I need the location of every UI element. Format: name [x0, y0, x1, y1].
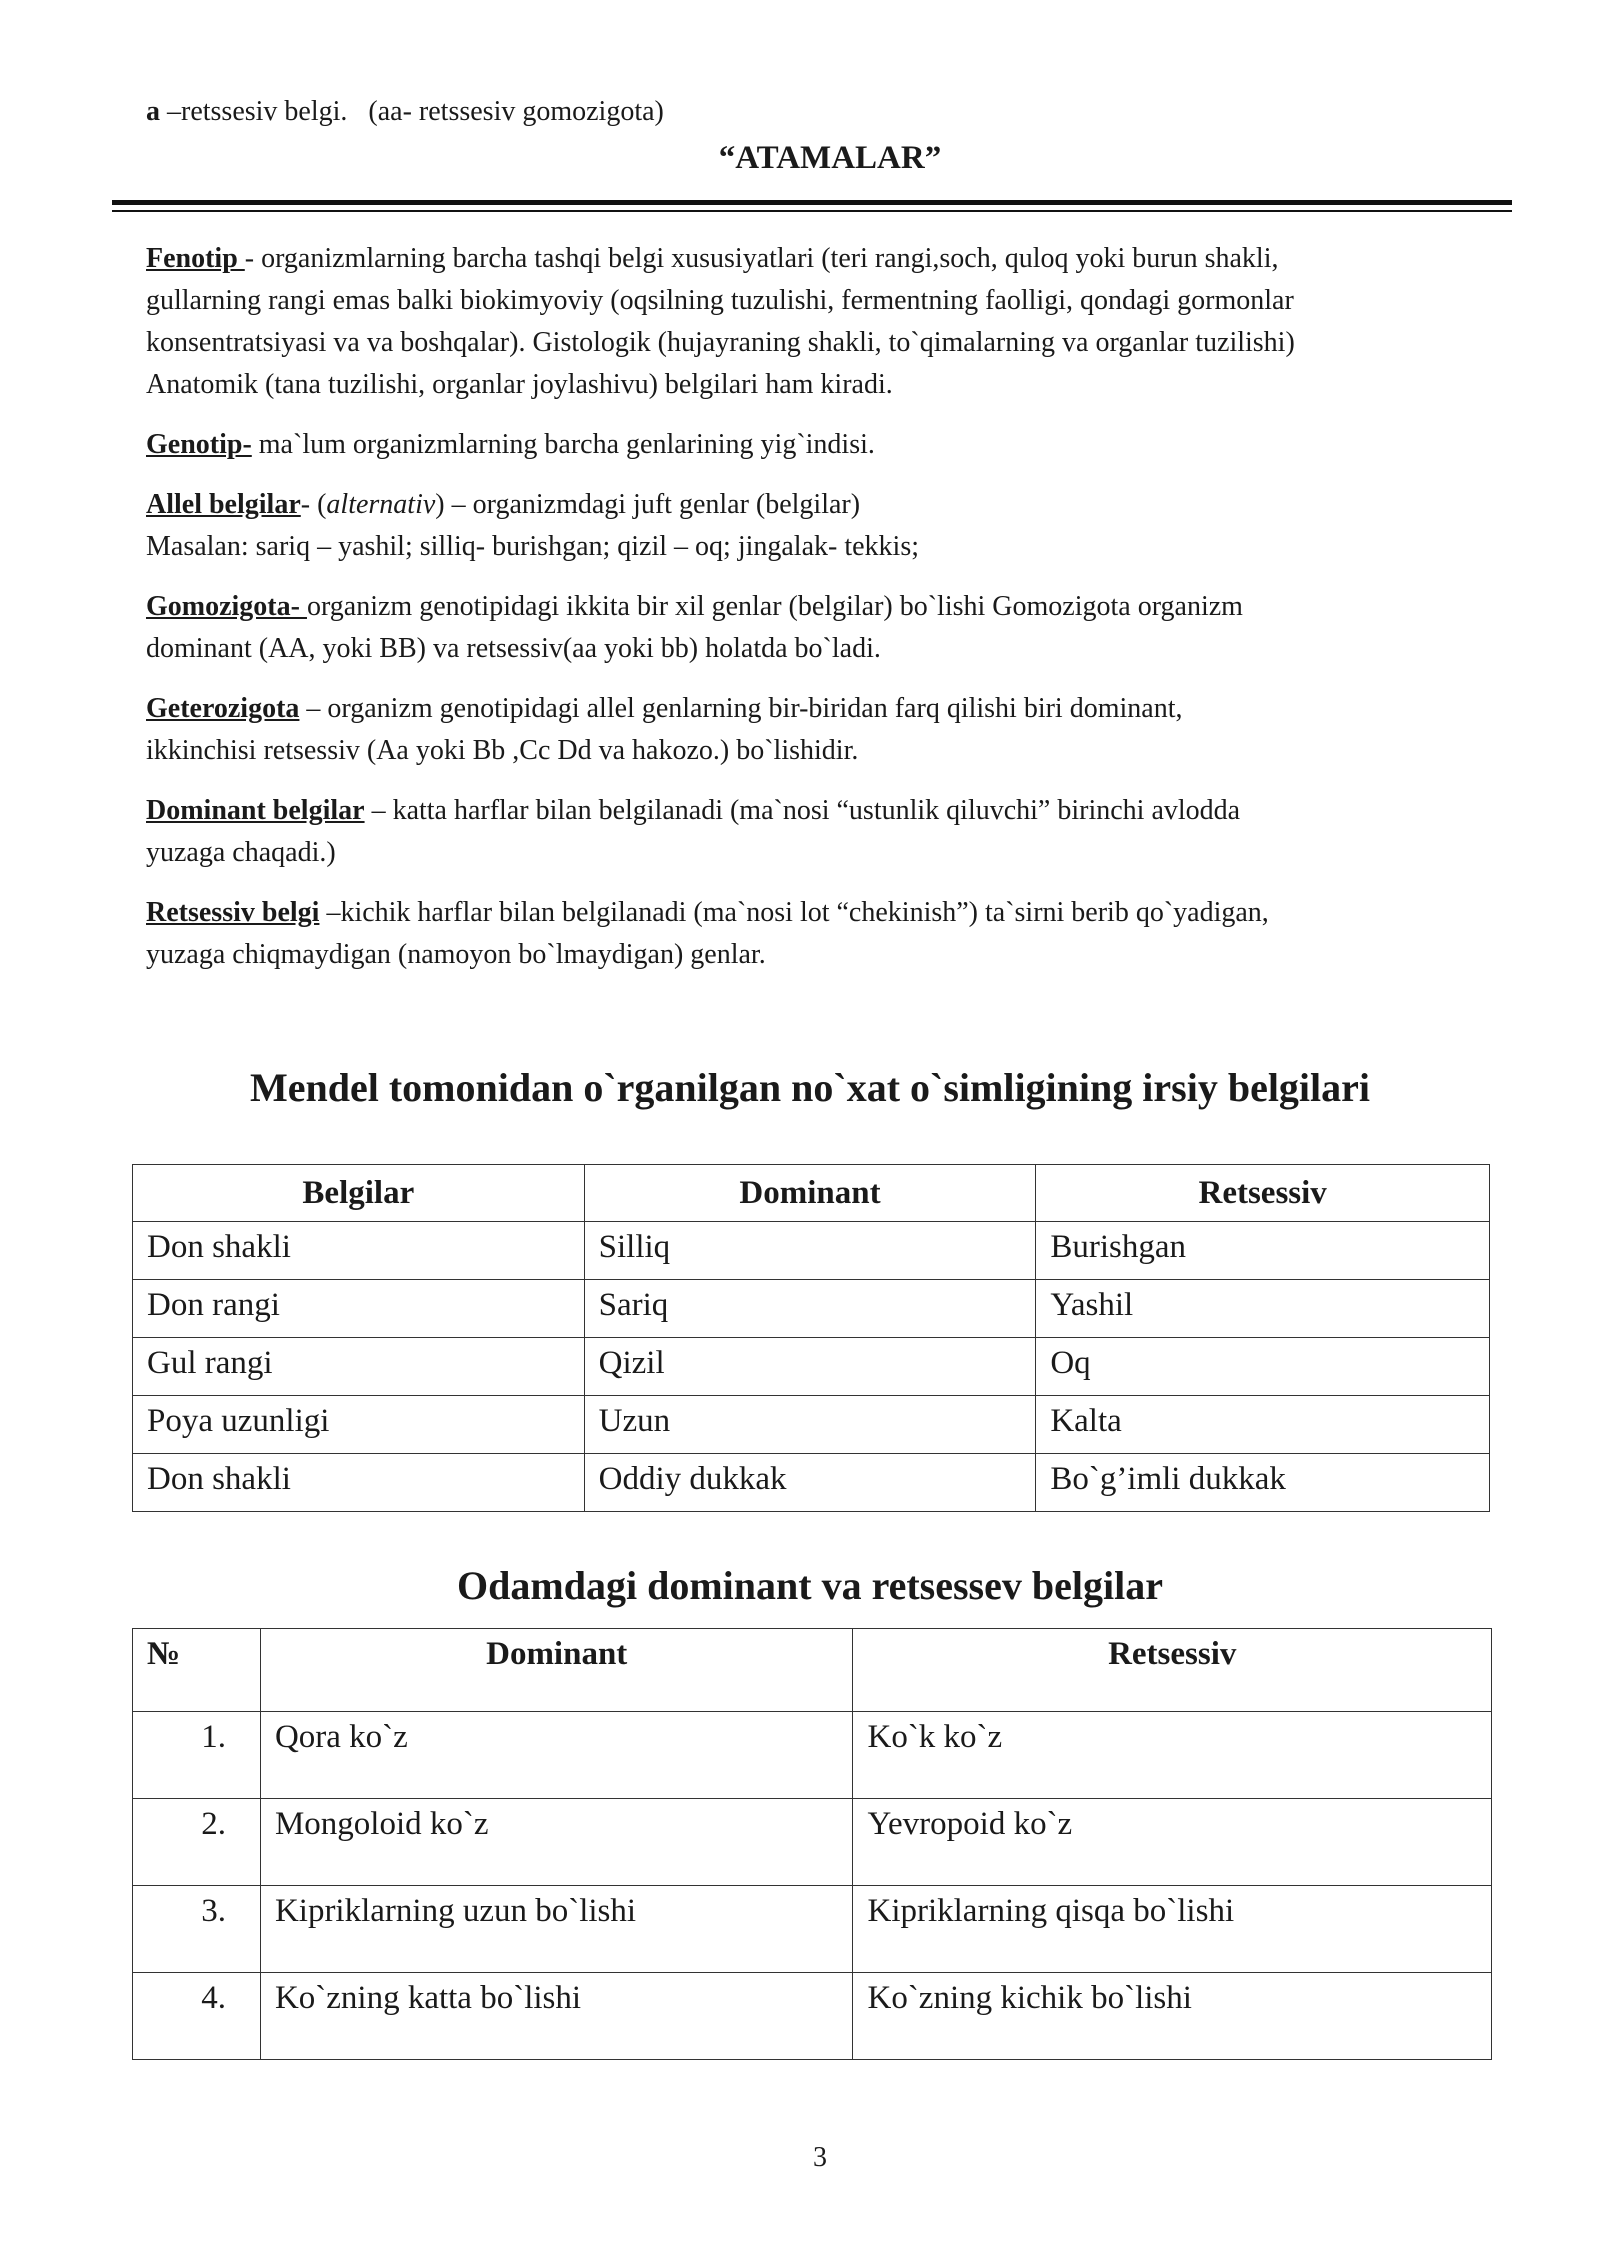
human-traits-table — [132, 1628, 1492, 2060]
table-cell: Don shakli — [133, 1454, 585, 1512]
intro-line — [146, 95, 664, 129]
table-row — [133, 1222, 1490, 1280]
table-cell: Mongoloid ko`z — [260, 1799, 853, 1886]
table-row — [133, 1886, 1492, 1973]
table-cell: Ko`k ko`z — [853, 1712, 1492, 1799]
column-header: Belgilar — [133, 1165, 585, 1222]
human-traits-table-title: Odamdagi dominant va retsessev belgilar — [457, 1563, 1163, 1608]
intro-bold-letter: a — [146, 96, 160, 127]
page-number: 3 — [813, 2142, 827, 2173]
definitions-list — [146, 238, 1516, 994]
table-cell: Don shakli — [133, 1222, 585, 1280]
row-number: 1. — [133, 1712, 261, 1799]
table-header-row — [133, 1165, 1490, 1222]
table-cell: Yashil — [1036, 1280, 1490, 1338]
term-retsessiv-belgi: Retsessiv belgi — [146, 897, 320, 928]
table-cell: Qizil — [584, 1338, 1036, 1396]
column-header: Retsessiv — [1036, 1165, 1490, 1222]
table-cell: Don rangi — [133, 1280, 585, 1338]
row-number: 3. — [133, 1886, 261, 1973]
definition-retsessiv-belgi: Retsessiv belgi –kichik harflar bilan belgilanadi (ma`nosi lot “chekinish”) ta`sirni berib qo`yadigan, yuzaga chiqmaydigan (namoyon bo`lmaydigan) genlar. — [146, 897, 1269, 970]
table-cell: Uzun — [584, 1396, 1036, 1454]
table-cell: Oddiy dukkak — [584, 1454, 1036, 1512]
table-row — [133, 1454, 1490, 1512]
row-number: 2. — [133, 1799, 261, 1886]
table-row — [133, 1396, 1490, 1454]
table-cell: Silliq — [584, 1222, 1036, 1280]
definition-fenotip: Fenotip - organizmlarning barcha tashqi belgi xususiyatlari (teri rangi,soch, quloq yoki burun shakli, gullarning rangi emas balki biokimyoviy (oqsilning tuzulishi, fermentning faolligi, qondagi gormonlar konsentratsiyasi va va boshqalar). Gistologik (hujayraning shakli, to`qimalarning va organlar tuzilishi) Anatomik (tana tuzilishi, organlar joylashivu) belgilari ham kiradi. — [146, 243, 1295, 400]
column-header: Dominant — [584, 1165, 1036, 1222]
table-cell: Qora ko`z — [260, 1712, 853, 1799]
term-allel-belgilar: Allel belgilar — [146, 489, 301, 520]
title-rule-thin — [112, 210, 1512, 212]
table-row — [133, 1280, 1490, 1338]
table-row — [133, 1712, 1492, 1799]
table-cell: Bo`g’imli dukkak — [1036, 1454, 1490, 1512]
table-cell: Oq — [1036, 1338, 1490, 1396]
table-cell: Ko`zning kichik bo`lishi — [853, 1973, 1492, 2060]
table-cell: Gul rangi — [133, 1338, 585, 1396]
definition-dominant-belgilar: Dominant belgilar – katta harflar bilan belgilanadi (ma`nosi “ustunlik qiluvchi” birinchi avlodda yuzaga chaqadi.) — [146, 795, 1241, 868]
term-geterozigota: Geterozigota — [146, 693, 300, 724]
column-header: Dominant — [260, 1629, 853, 1712]
column-header: Retsessiv — [853, 1629, 1492, 1712]
row-number: 4. — [133, 1973, 261, 2060]
table-cell: Yevropoid ko`z — [853, 1799, 1492, 1886]
definition-allel-belgilar: Allel belgilar- (alternativ) – organizmdagi juft genlar (belgilar) Masalan: sariq – yashil; silliq- burishgan; qizil – oq; jingalak- tekkis; — [146, 489, 919, 562]
term-gomozigota: Gomozigota- — [146, 591, 307, 622]
table-cell: Kipriklarning uzun bo`lishi — [260, 1886, 853, 1973]
column-header: № — [133, 1629, 261, 1712]
term-dominant-belgilar: Dominant belgilar — [146, 795, 365, 826]
term-fenotip: Fenotip — [146, 243, 245, 274]
table-cell: Kalta — [1036, 1396, 1490, 1454]
table-cell: Burishgan — [1036, 1222, 1490, 1280]
table-row — [133, 1338, 1490, 1396]
definition-gomozigota: Gomozigota- organizm genotipidagi ikkita bir xil genlar (belgilar) bo`lishi Gomozigota organizm dominant (AA, yoki BB) va retsessiv(aa yoki bb) holatda bo`ladi. — [146, 591, 1243, 664]
table-cell: Poya uzunligi — [133, 1396, 585, 1454]
mendel-traits-table — [132, 1164, 1490, 1512]
definition-genotip: Genotip- ma`lum organizmlarning barcha genlarining yig`indisi. — [146, 429, 875, 460]
intro-text: –retssesiv belgi. (aa- retssesiv gomozigota) — [160, 96, 664, 127]
title-rule-thick — [112, 200, 1512, 205]
term-genotip: Genotip- — [146, 429, 252, 460]
table-cell: Ko`zning katta bo`lishi — [260, 1973, 853, 2060]
mendel-table-title: Mendel tomonidan o`rganilgan no`xat o`simligining irsiy belgilari — [249, 1065, 1371, 1110]
table-cell: Kipriklarning qisqa bo`lishi — [853, 1886, 1492, 1973]
table-row — [133, 1799, 1492, 1886]
table-header-row — [133, 1629, 1492, 1712]
definition-geterozigota: Geterozigota – organizm genotipidagi allel genlarning bir-biridan farq qilishi biri dominant, ikkinchisi retsessiv (Aa yoki Bb ,Cc Dd va hakozo.) bo`lishidir. — [146, 693, 1183, 766]
page-title: “ATAMALAR” — [718, 140, 942, 176]
table-row — [133, 1973, 1492, 2060]
table-cell: Sariq — [584, 1280, 1036, 1338]
